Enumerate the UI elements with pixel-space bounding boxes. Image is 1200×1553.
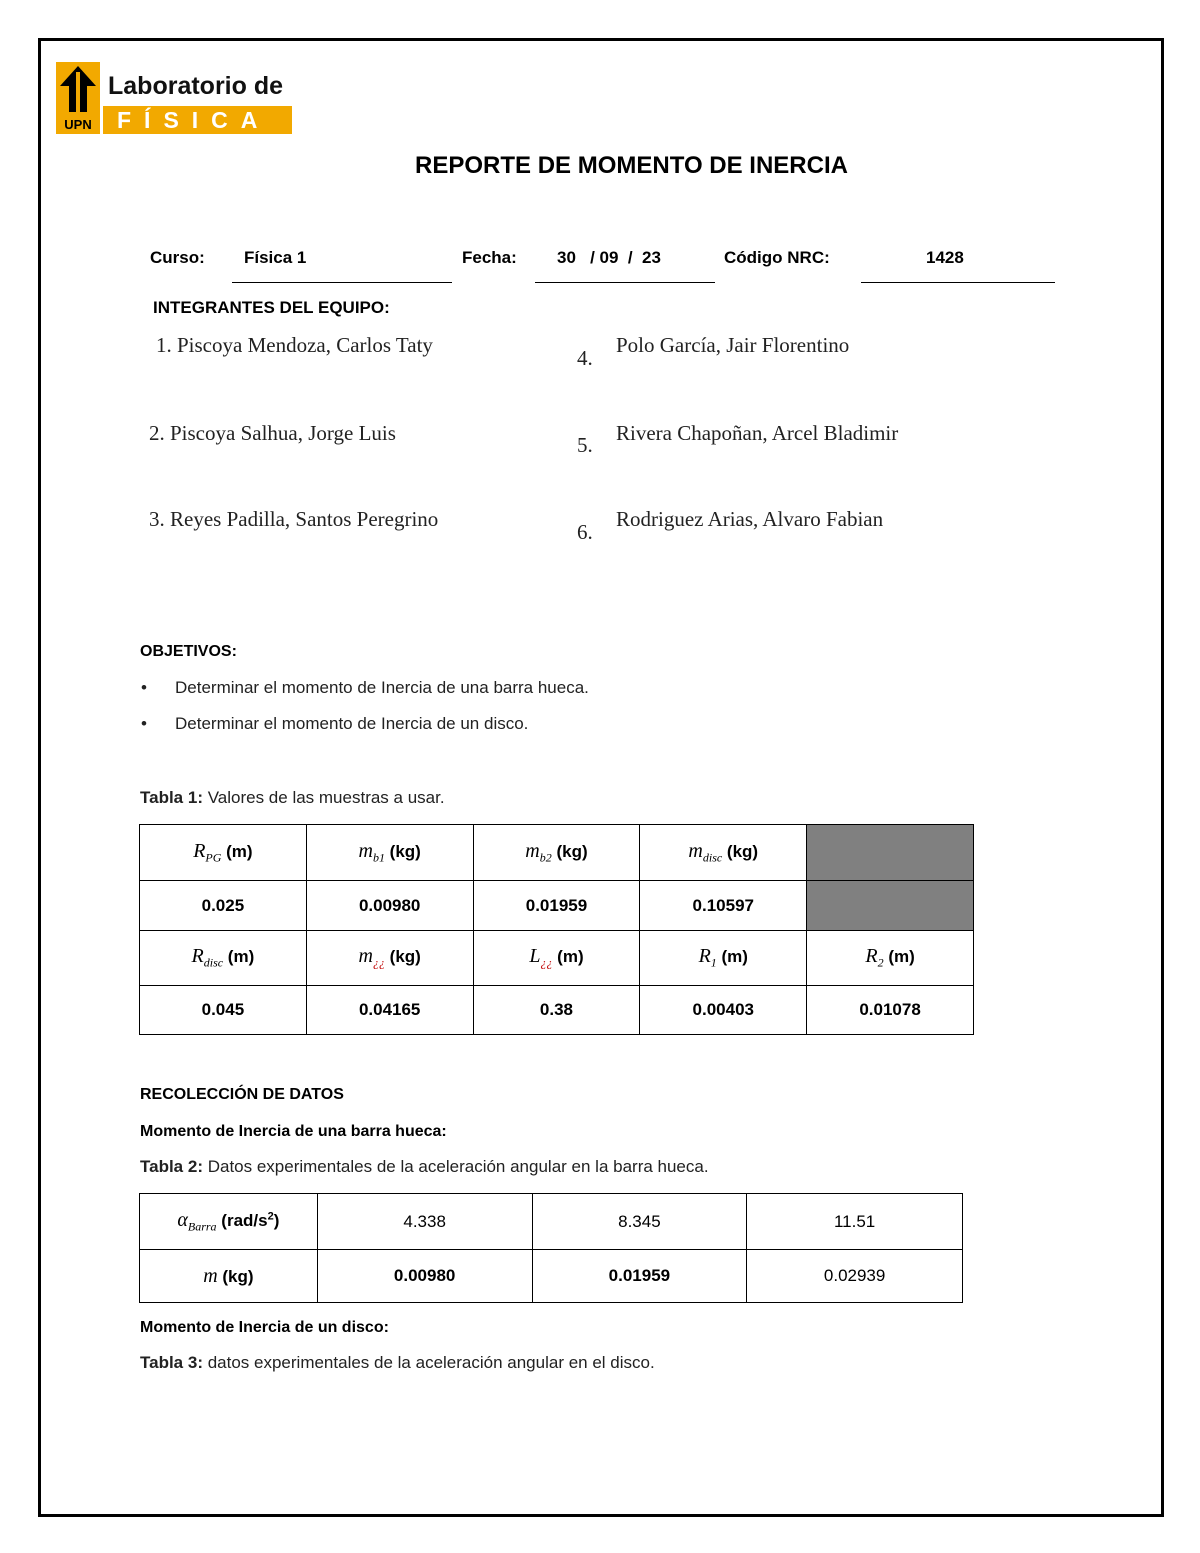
- t2-header-m: m (kg): [140, 1250, 318, 1303]
- upn-logo: [56, 62, 100, 134]
- t1-header-mdisc: $m_{disc}$ (kg): [640, 825, 807, 881]
- fecha-label: Fecha:: [462, 248, 517, 267]
- logo-line1: Laboratorio de: [108, 72, 284, 100]
- t1-gray-cell: [807, 881, 974, 931]
- t1-cell: 0.10597: [640, 881, 807, 931]
- data-heading: RECOLECCIÓN DE DATOS: [140, 1086, 344, 1103]
- member-6: Rodriguez Arias, Alvaro Fabian: [616, 507, 884, 531]
- t2-cell: 0.02939: [747, 1250, 963, 1303]
- table1-caption-label: Tabla 1:: [140, 788, 203, 807]
- t1-cell: 0.025: [140, 881, 307, 931]
- member-5: Rivera Chapoñan, Arcel Bladimir: [616, 421, 899, 445]
- t1-cell: 0.01959: [473, 881, 640, 931]
- team-heading: INTEGRANTES DEL EQUIPO:: [153, 298, 390, 317]
- table2-caption-label: Tabla 2:: [140, 1157, 203, 1176]
- member-4: Polo García, Jair Florentino: [616, 333, 850, 357]
- t2-cell: 11.51: [747, 1194, 963, 1250]
- nrc-underline: [861, 282, 1055, 283]
- t2-cell: 0.00980: [317, 1250, 532, 1303]
- data-subheading-disc: Momento de Inercia de un disco:: [140, 1319, 389, 1336]
- curso-underline: [232, 282, 452, 283]
- table-2: [139, 1193, 963, 1303]
- nrc-value: 1428: [926, 248, 964, 267]
- member-number-4: 4.: [577, 346, 593, 370]
- t1-header-l: $L_{¿¿}$ (m): [473, 931, 640, 986]
- table1-caption-text: Valores de las muestras a usar.: [202, 788, 445, 807]
- member-number-5: 5.: [577, 433, 593, 457]
- curso-label: Curso:: [150, 248, 205, 267]
- t1-header-rpg: $R_{PG}$ (m): [140, 825, 307, 881]
- t1-cell: 0.04165: [306, 986, 473, 1035]
- table3-caption-text: datos experimentales de la aceleración angular en el disco.: [202, 1353, 655, 1372]
- t1-cell: 0.045: [140, 986, 307, 1035]
- t1-cell: 0.38: [473, 986, 640, 1035]
- nrc-label: Código NRC:: [724, 248, 830, 267]
- objective-2: Determinar el momento de Inercia de un disco.: [175, 714, 529, 733]
- t1-cell: 0.01078: [807, 986, 974, 1035]
- t1-header-r2: $R_2$ (m): [807, 931, 974, 986]
- t2-cell: 4.338: [317, 1194, 532, 1250]
- t1-header-m: $m_{¿¿}$ (kg): [306, 931, 473, 986]
- bullet-icon: •: [141, 714, 147, 733]
- t1-header-rdisc: $R_{disc}$ (m): [140, 931, 307, 986]
- t1-gray-cell: [807, 825, 974, 881]
- table3-caption-label: Tabla 3:: [140, 1353, 203, 1372]
- member-2: 2. Piscoya Salhua, Jorge Luis: [149, 421, 396, 445]
- data-subheading-bar: Momento de Inercia de una barra hueca:: [140, 1123, 447, 1140]
- t2-cell: 8.345: [532, 1194, 747, 1250]
- member-1: 1. Piscoya Mendoza, Carlos Taty: [156, 333, 433, 357]
- table-1: [139, 824, 974, 1035]
- table2-caption: [140, 1157, 709, 1177]
- table2-caption-text: Datos experimentales de la aceleración angular en la barra hueca.: [202, 1157, 709, 1176]
- table3-caption: [140, 1353, 655, 1373]
- bullet-icon: •: [141, 678, 147, 697]
- table1-caption: [140, 788, 445, 808]
- member-3: 3. Reyes Padilla, Santos Peregrino: [149, 507, 439, 531]
- t1-header-mb2: $m_{b2}$ (kg): [473, 825, 640, 881]
- curso-value: Física 1: [244, 248, 307, 267]
- t2-cell: 0.01959: [532, 1250, 747, 1303]
- up-arrow-icon: [56, 62, 100, 114]
- t1-header-mb1: $m_{b1}$ (kg): [306, 825, 473, 881]
- t1-cell: 0.00403: [640, 986, 807, 1035]
- t2-header-alpha: $\alpha_{Barra}$ $(rad/s^2)$: [140, 1194, 318, 1250]
- logo-line2: FÍSICA: [103, 106, 292, 134]
- t1-header-r1: $R_1$ (m): [640, 931, 807, 986]
- t1-cell: 0.00980: [306, 881, 473, 931]
- fecha-value: 30 / 09 / 23: [557, 248, 661, 267]
- page-title: REPORTE DE MOMENTO DE INERCIA: [415, 152, 848, 179]
- objectives-heading: OBJETIVOS:: [140, 643, 237, 660]
- member-number-6: 6.: [577, 520, 593, 544]
- objective-1: Determinar el momento de Inercia de una barra hueca.: [175, 678, 589, 697]
- fecha-underline: [535, 282, 715, 283]
- logo-badge: UPN: [64, 117, 92, 132]
